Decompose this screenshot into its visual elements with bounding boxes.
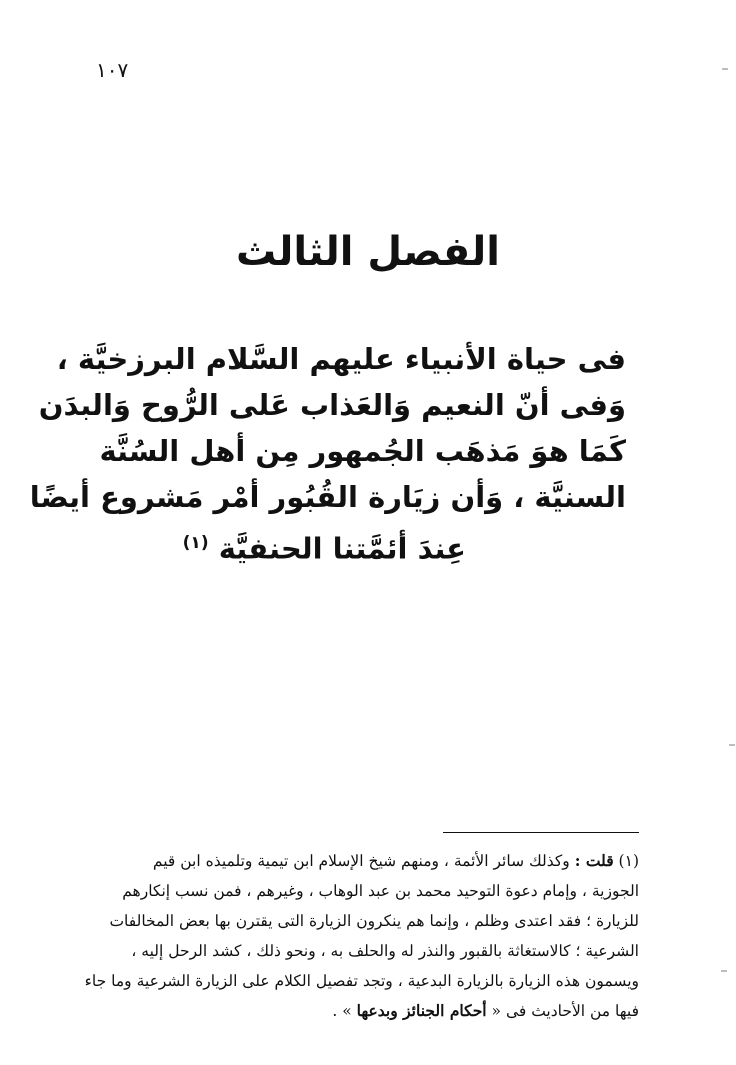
footnote-text: وكذلك سائر الأئمة ، ومنهم شيخ الإسلام ابن تيمية وتلميذه ابن قيم <box>152 852 570 870</box>
footnote-line <box>80 996 639 1026</box>
footnote-text: » . <box>332 1002 352 1020</box>
footnote-line: للزيارة ؛ فقد اعتدى وظلم ، وإنما هم ينكرون الزيارة التى يقترن بها بعض المخالفات <box>109 912 639 930</box>
footnote-line: ويسمون هذه الزيارة بالزيارة البدعية ، وتجد تفصيل الكلام على الزيارة الشرعية وما جاء <box>84 972 639 990</box>
subtitle-line-last <box>110 520 466 566</box>
footnote-line: الجوزية ، وإمام دعوة التوحيد محمد بن عبد الوهاب ، وغيرهم ، فمن نسب إنكارهم <box>122 882 639 900</box>
footnote-marker: (١) <box>618 852 639 870</box>
footnote-separator <box>443 832 639 833</box>
subtitle-line: كَمَا هوَ مَذهَب الجُمهور مِن أهل السُنَّة <box>99 434 626 468</box>
footnotes <box>80 846 639 1026</box>
subtitle-line: وَفى أنّ النعيم وَالعَذاب عَلى الرُّوح وَالبدَن <box>38 388 626 422</box>
footnote-reference: (١) <box>182 533 209 553</box>
margin-mark <box>721 970 727 972</box>
chapter-subtitle <box>29 336 626 566</box>
margin-mark <box>722 68 728 70</box>
footnote-lead: قلت : <box>574 851 614 870</box>
footnote-line: الشرعية ؛ كالاستغاثة بالقبور والنذر له والحلف به ، ونحو ذلك ، كشد الرحل إليه ، <box>131 942 639 960</box>
chapter-title: الفصل الثالث <box>235 229 500 275</box>
book-title: أحكام الجنائز وبدعها <box>356 1001 487 1020</box>
footnote-line <box>80 846 639 876</box>
page-number: ١٠٧ <box>96 58 129 82</box>
subtitle-line: السنيَّة ، وَأن زيَارة القُبُور أمْر مَشروع أيضًا <box>29 480 626 514</box>
subtitle-line: فى حياة الأنبياء عليهم السَّلام البرزخيَّة ، <box>56 342 626 376</box>
footnote-text: فيها من الأحاديث فى « <box>491 1002 639 1020</box>
subtitle-line-text: عِندَ أئمَّتنا الحنفيَّة <box>218 531 466 566</box>
margin-mark <box>729 744 735 746</box>
